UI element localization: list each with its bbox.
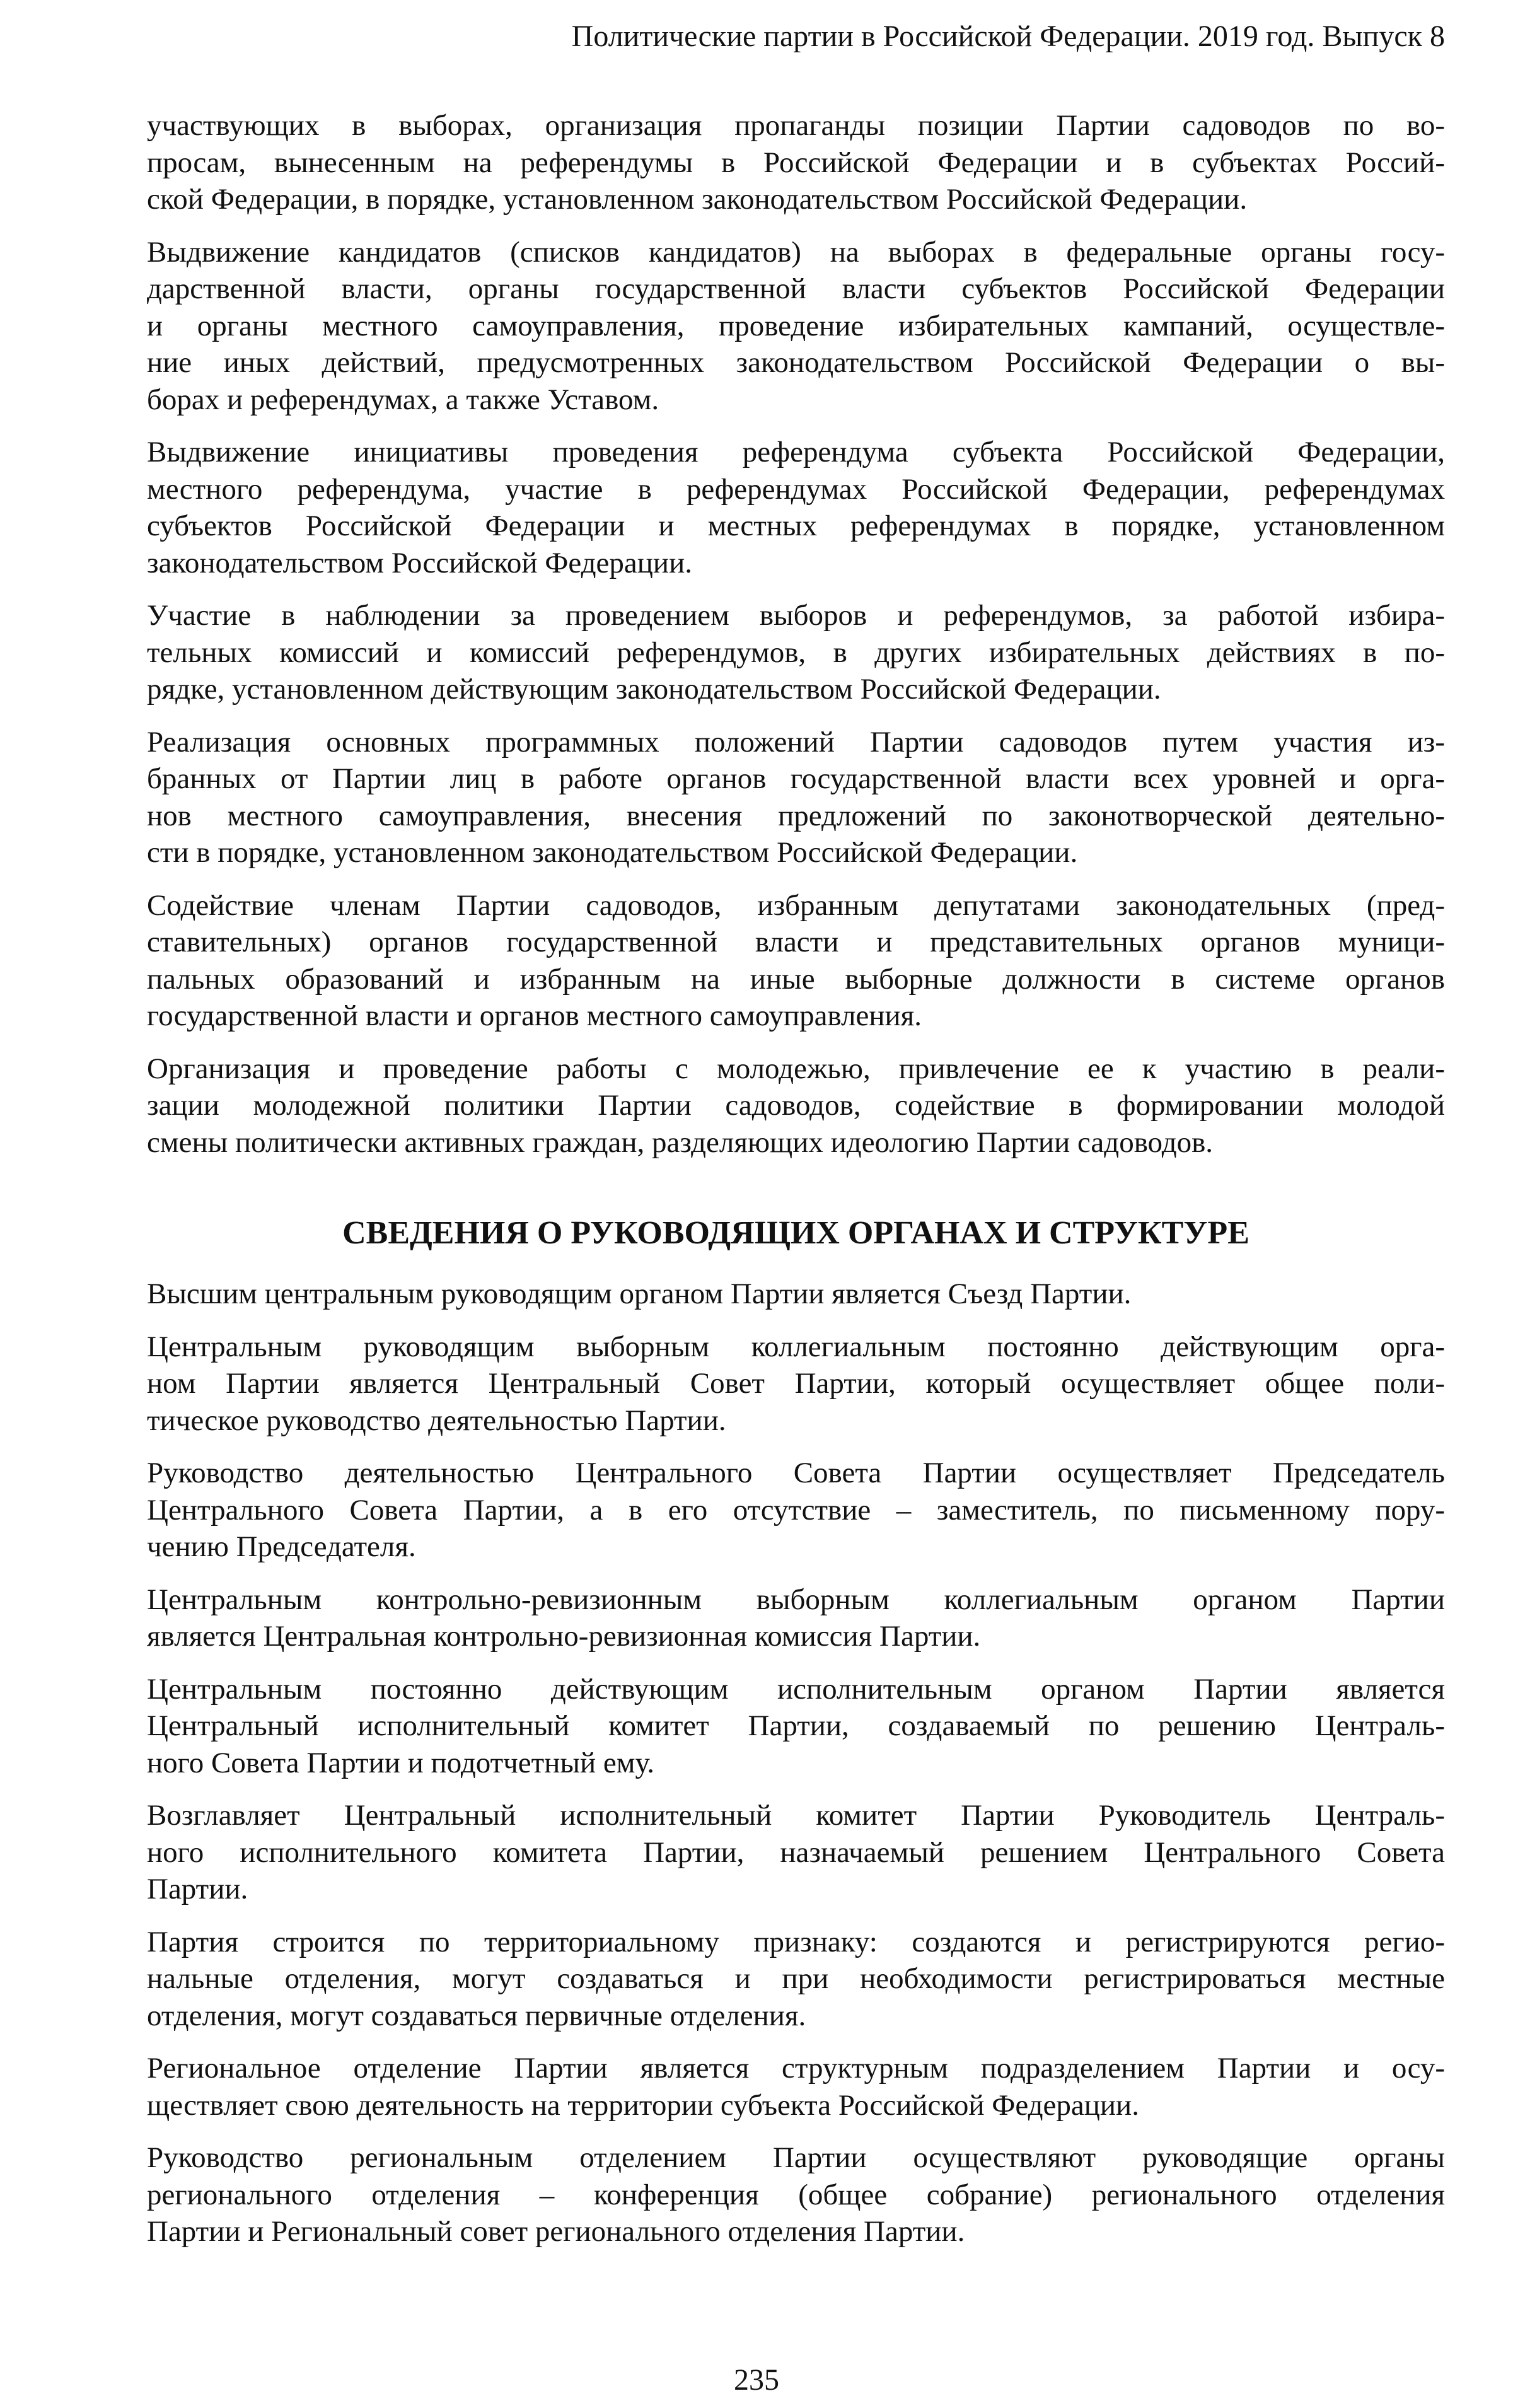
text-line: дарственной власти, органы государственной власти субъектов Российской Федерации: [147, 272, 1445, 305]
text-line: Центральный исполнительный комитет Партии, создаваемый по решению Централь-: [147, 1709, 1445, 1742]
paragraph: [147, 1581, 1445, 1655]
paragraph: [147, 1671, 1445, 1782]
text-line: Высшим центральным руководящим органом Партии является Съезд Партии.: [147, 1277, 1132, 1310]
text-line: Содействие членам Партии садоводов, избранным депутатами законодательных (пред-: [147, 888, 1445, 922]
text-line: участвующих в выборах, организация пропаганды позиции Партии садоводов по во-: [147, 109, 1445, 142]
text-line: зации молодежной политики Партии садоводов, содействие в формировании молодой: [147, 1089, 1445, 1122]
paragraph: [147, 887, 1445, 1035]
text-line: местного референдума, участие в референдумах Российской Федерации, референдумах: [147, 472, 1445, 506]
text-line: Руководство региональным отделением Партии осуществляют руководящие органы: [147, 2141, 1445, 2174]
section-structure-body: [147, 1276, 1445, 2266]
text-line: Центрального Совета Партии, а в его отсутствие – заместитель, по письменному пору-: [147, 1493, 1445, 1527]
section-heading: СВЕДЕНИЯ О РУКОВОДЯЩИХ ОРГАНАХ И СТРУКТУРЕ: [342, 1215, 1249, 1251]
paragraph: [147, 1276, 1445, 1313]
text-line: ние иных действий, предусмотренных законодательством Российской Федерации о вы-: [147, 346, 1445, 379]
running-header: Политические партии в Российской Федерации. 2019 год. Выпуск 8: [571, 20, 1445, 53]
paragraph: [147, 107, 1445, 218]
paragraph: [147, 434, 1445, 581]
text-line: рядке, установленном действующим законодательством Российской Федерации.: [147, 673, 1161, 706]
text-line: отделения, могут создаваться первичные отделения.: [147, 1999, 806, 2032]
text-line: ставительных) органов государственной власти и представительных органов муници-: [147, 926, 1445, 958]
text-line: Возглавляет Центральный исполнительный комитет Партии Руководитель Централь-: [147, 1799, 1445, 1832]
text-line: государственной власти и органов местного самоуправления.: [147, 999, 922, 1032]
section-goals-body: [147, 107, 1445, 1177]
text-line: Центральным руководящим выборным коллегиальным постоянно действующим орга-: [147, 1330, 1445, 1363]
text-line: бранных от Партии лиц в работе органов государственной власти всех уровней и орга-: [147, 762, 1445, 795]
text-line: ской Федерации, в порядке, установленном законодательством Российской Федерации.: [147, 183, 1248, 216]
text-line: сти в порядке, установленном законодательством Российской Федерации.: [147, 836, 1078, 869]
text-line: и органы местного самоуправления, проведение избирательных кампаний, осуществле-: [147, 309, 1445, 342]
text-line: тельных комиссий и комиссий референдумов, в других избирательных действиях в по-: [147, 636, 1445, 669]
text-line: Региональное отделение Партии является структурным подразделением Партии и осу-: [147, 2052, 1445, 2085]
text-line: Организация и проведение работы с молодежью, привлечение ее к участию в реали-: [147, 1052, 1445, 1085]
paragraph: [147, 724, 1445, 871]
text-line: законодательством Российской Федерации.: [147, 546, 692, 579]
text-line: ном Партии является Центральный Совет Партии, который осуществляет общее поли-: [147, 1367, 1445, 1400]
text-line: чению Председателя.: [147, 1530, 416, 1563]
paragraph: [147, 2050, 1445, 2124]
text-line: Партии.: [147, 1873, 248, 1905]
paragraph: [147, 1050, 1445, 1161]
text-line: ного исполнительного комитета Партии, назначаемый решением Центрального Совета: [147, 1835, 1445, 1869]
text-line: Реализация основных программных положений Партии садоводов путем участия из-: [147, 725, 1445, 759]
paragraph: [147, 1329, 1445, 1440]
text-line: субъектов Российской Федерации и местных референдумах в порядке, установленном: [147, 509, 1445, 542]
text-line: нальные отделения, могут создаваться и при необходимости регистрироваться местные: [147, 1962, 1445, 1995]
text-line: тическое руководство деятельностью Партии.: [147, 1404, 726, 1437]
page-number: 235: [734, 2363, 779, 2397]
text-line: ного Совета Партии и подотчетный ему.: [147, 1746, 654, 1779]
text-line: Выдвижение инициативы проведения референдума субъекта Российской Федерации,: [147, 436, 1445, 468]
paragraph: [147, 1924, 1445, 2035]
text-line: регионального отделения – конференция (общее собрание) регионального отделения: [147, 2178, 1445, 2211]
paragraph: [147, 597, 1445, 708]
paragraph: [147, 1455, 1445, 1566]
text-line: Выдвижение кандидатов (списков кандидатов) на выборах в федеральные органы госу-: [147, 235, 1445, 269]
paragraph: [147, 2139, 1445, 2250]
text-line: Партии и Региональный совет регионального отделения Партии.: [147, 2215, 965, 2248]
text-line: пальных образований и избранным на иные выборные должности в системе органов: [147, 962, 1445, 996]
text-line: Партия строится по территориальному признаку: создаются и регистрируются регио-: [147, 1925, 1445, 1958]
text-line: смены политически активных граждан, разделяющих идеологию Партии садоводов.: [147, 1125, 1214, 1159]
text-line: Центральным контрольно-ревизионным выборным коллегиальным органом Партии: [147, 1583, 1445, 1616]
text-line: просам, вынесенным на референдумы в Российской Федерации и в субъектах Россий-: [147, 146, 1445, 179]
text-line: нов местного самоуправления, внесения предложений по законотворческой деятельно-: [147, 799, 1445, 832]
text-line: Центральным постоянно действующим исполнительным органом Партии является: [147, 1672, 1445, 1706]
paragraph: [147, 1797, 1445, 1908]
text-line: Руководство деятельностью Центрального Совета Партии осуществляет Председатель: [147, 1457, 1445, 1489]
text-line: Участие в наблюдении за проведением выборов и референдумов, за работой избира-: [147, 599, 1445, 632]
text-line: ществляет свою деятельность на территории субъекта Российской Федерации.: [147, 2088, 1139, 2122]
text-line: борах и референдумах, а также Уставом.: [147, 383, 659, 416]
paragraph: [147, 234, 1445, 419]
text-line: является Центральная контрольно-ревизионная комиссия Партии.: [147, 1620, 981, 1653]
